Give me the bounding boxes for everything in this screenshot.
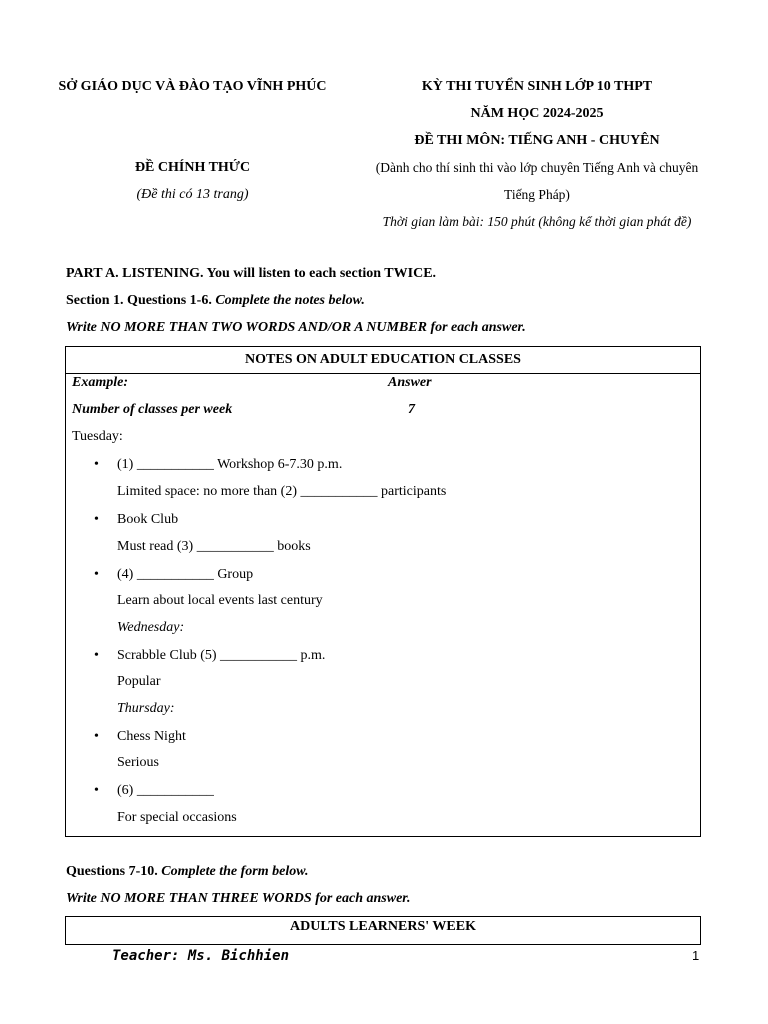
part-a-title: PART A. LISTENING. You will listen to each section TWICE. — [66, 266, 437, 281]
bullet-icon: • — [94, 783, 99, 798]
school-year: NĂM HỌC 2024-2025 — [470, 106, 604, 121]
section2-instruction: Complete the form below. — [157, 864, 309, 879]
bullet-icon: • — [94, 567, 99, 582]
bullet-icon: • — [94, 648, 99, 663]
form-table-title: ADULTS LEARNERS' WEEK — [290, 919, 476, 934]
teacher-credit: Teacher: Ms. Bichhien — [112, 948, 290, 964]
section2-word-limit: Write NO MORE THAN THREE WORDS for each answer. — [66, 891, 411, 906]
day-thursday: Thursday: — [117, 701, 175, 716]
note-item-1: (1) ___________ Workshop 6-7.30 p.m. — [117, 457, 343, 472]
time-allowed: Thời gian làm bài: 150 phút (không kể thời gian phát đề) — [382, 214, 692, 229]
notes-table-title: NOTES ON ADULT EDUCATION CLASSES — [66, 347, 700, 374]
exam-title: KỲ THI TUYỂN SINH LỚP 10 THPT — [421, 79, 653, 94]
note-item-5: Chess Night — [117, 729, 186, 744]
section1-instruction: Complete the notes below. — [211, 293, 365, 308]
candidate-note-line1: (Dành cho thí sinh thi vào lớp chuyên Tiếng Anh và chuyên — [375, 160, 699, 175]
page-count-note: (Đề thi có 13 trang) — [136, 187, 249, 202]
note-item-3: (4) ___________ Group — [117, 567, 254, 582]
candidate-note-line2: Tiếng Pháp) — [504, 187, 570, 202]
example-label: Example: — [72, 375, 128, 390]
section2-heading — [66, 864, 309, 880]
note-item-3-detail: Learn about local events last century — [117, 593, 323, 608]
note-item-2: Book Club — [117, 512, 179, 527]
note-item-4-detail: Popular — [117, 674, 161, 689]
exam-subject: ĐỀ THI MÔN: TIẾNG ANH - CHUYÊN — [414, 133, 660, 148]
section1-word-limit: Write NO MORE THAN TWO WORDS AND/OR A NUMBER for each answer. — [66, 320, 526, 335]
day-tuesday: Tuesday: — [72, 429, 123, 444]
day-wednesday: Wednesday: — [117, 620, 185, 635]
example-question: Number of classes per week — [72, 402, 233, 417]
section2-prefix: Questions 7-10. — [66, 864, 158, 879]
section1-prefix: Section 1. Questions 1-6. — [66, 293, 212, 308]
bullet-icon: • — [94, 512, 99, 527]
notes-table — [65, 346, 701, 837]
note-item-6: (6) ___________ — [117, 783, 214, 798]
example-answer: 7 — [408, 402, 415, 417]
bullet-icon: • — [94, 729, 99, 744]
answer-label: Answer — [388, 375, 432, 390]
section1-heading — [66, 293, 365, 309]
note-item-6-detail: For special occasions — [117, 810, 237, 825]
bullet-icon: • — [94, 457, 99, 472]
note-item-2-detail: Must read (3) ___________ books — [117, 539, 311, 554]
official-exam-label: ĐỀ CHÍNH THỨC — [134, 160, 251, 175]
note-item-5-detail: Serious — [117, 755, 159, 770]
form-table — [65, 916, 701, 945]
page-number: 1 — [692, 948, 700, 963]
note-item-4: Scrabble Club (5) ___________ p.m. — [117, 648, 326, 663]
issuing-authority: SỞ GIÁO DỤC VÀ ĐÀO TẠO VĨNH PHÚC — [58, 79, 327, 94]
note-item-1-detail: Limited space: no more than (2) ___________ participants — [117, 484, 447, 499]
